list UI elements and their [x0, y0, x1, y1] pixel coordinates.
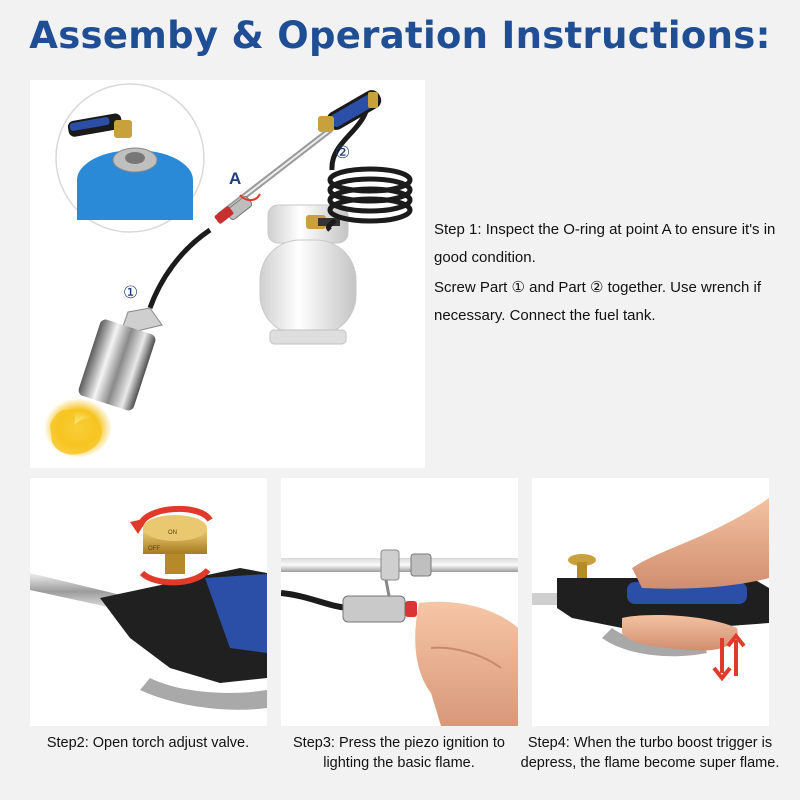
step1-line2: Screw Part ① and Part ② together. Use wrench if necessary. Connect the fuel tank. — [434, 279, 762, 324]
burner-nozzle — [77, 308, 162, 412]
torch-handle — [318, 89, 382, 132]
step1-line1: Step 1: Inspect the O-ring at point A to ensure it's in good condition. — [434, 221, 776, 266]
step2-caption: Step2: Open torch adjust valve. — [46, 735, 250, 751]
step2-image — [30, 478, 267, 726]
knob-on-label: ON — [168, 530, 177, 536]
step3-image — [281, 478, 518, 726]
knob-off-label: OFF — [148, 546, 160, 552]
svg-text:A: A — [229, 169, 242, 188]
step1-instructions — [434, 216, 794, 332]
step4-image — [532, 478, 769, 726]
propane-tank — [260, 205, 356, 344]
step4-caption: Step4: When the turbo boost trigger is depress, the flame become super flame. — [520, 735, 780, 771]
step3-caption: Step3: Press the piezo ignition to lighting the basic flame. — [293, 735, 505, 771]
label-part-1: ① — [123, 283, 139, 303]
page-title: Assemby & Operation Instructions: — [29, 14, 771, 57]
assembly-image — [30, 80, 425, 468]
label-part-2: ② — [335, 143, 351, 163]
flame — [44, 398, 112, 458]
tank-valve-inset — [56, 84, 204, 232]
